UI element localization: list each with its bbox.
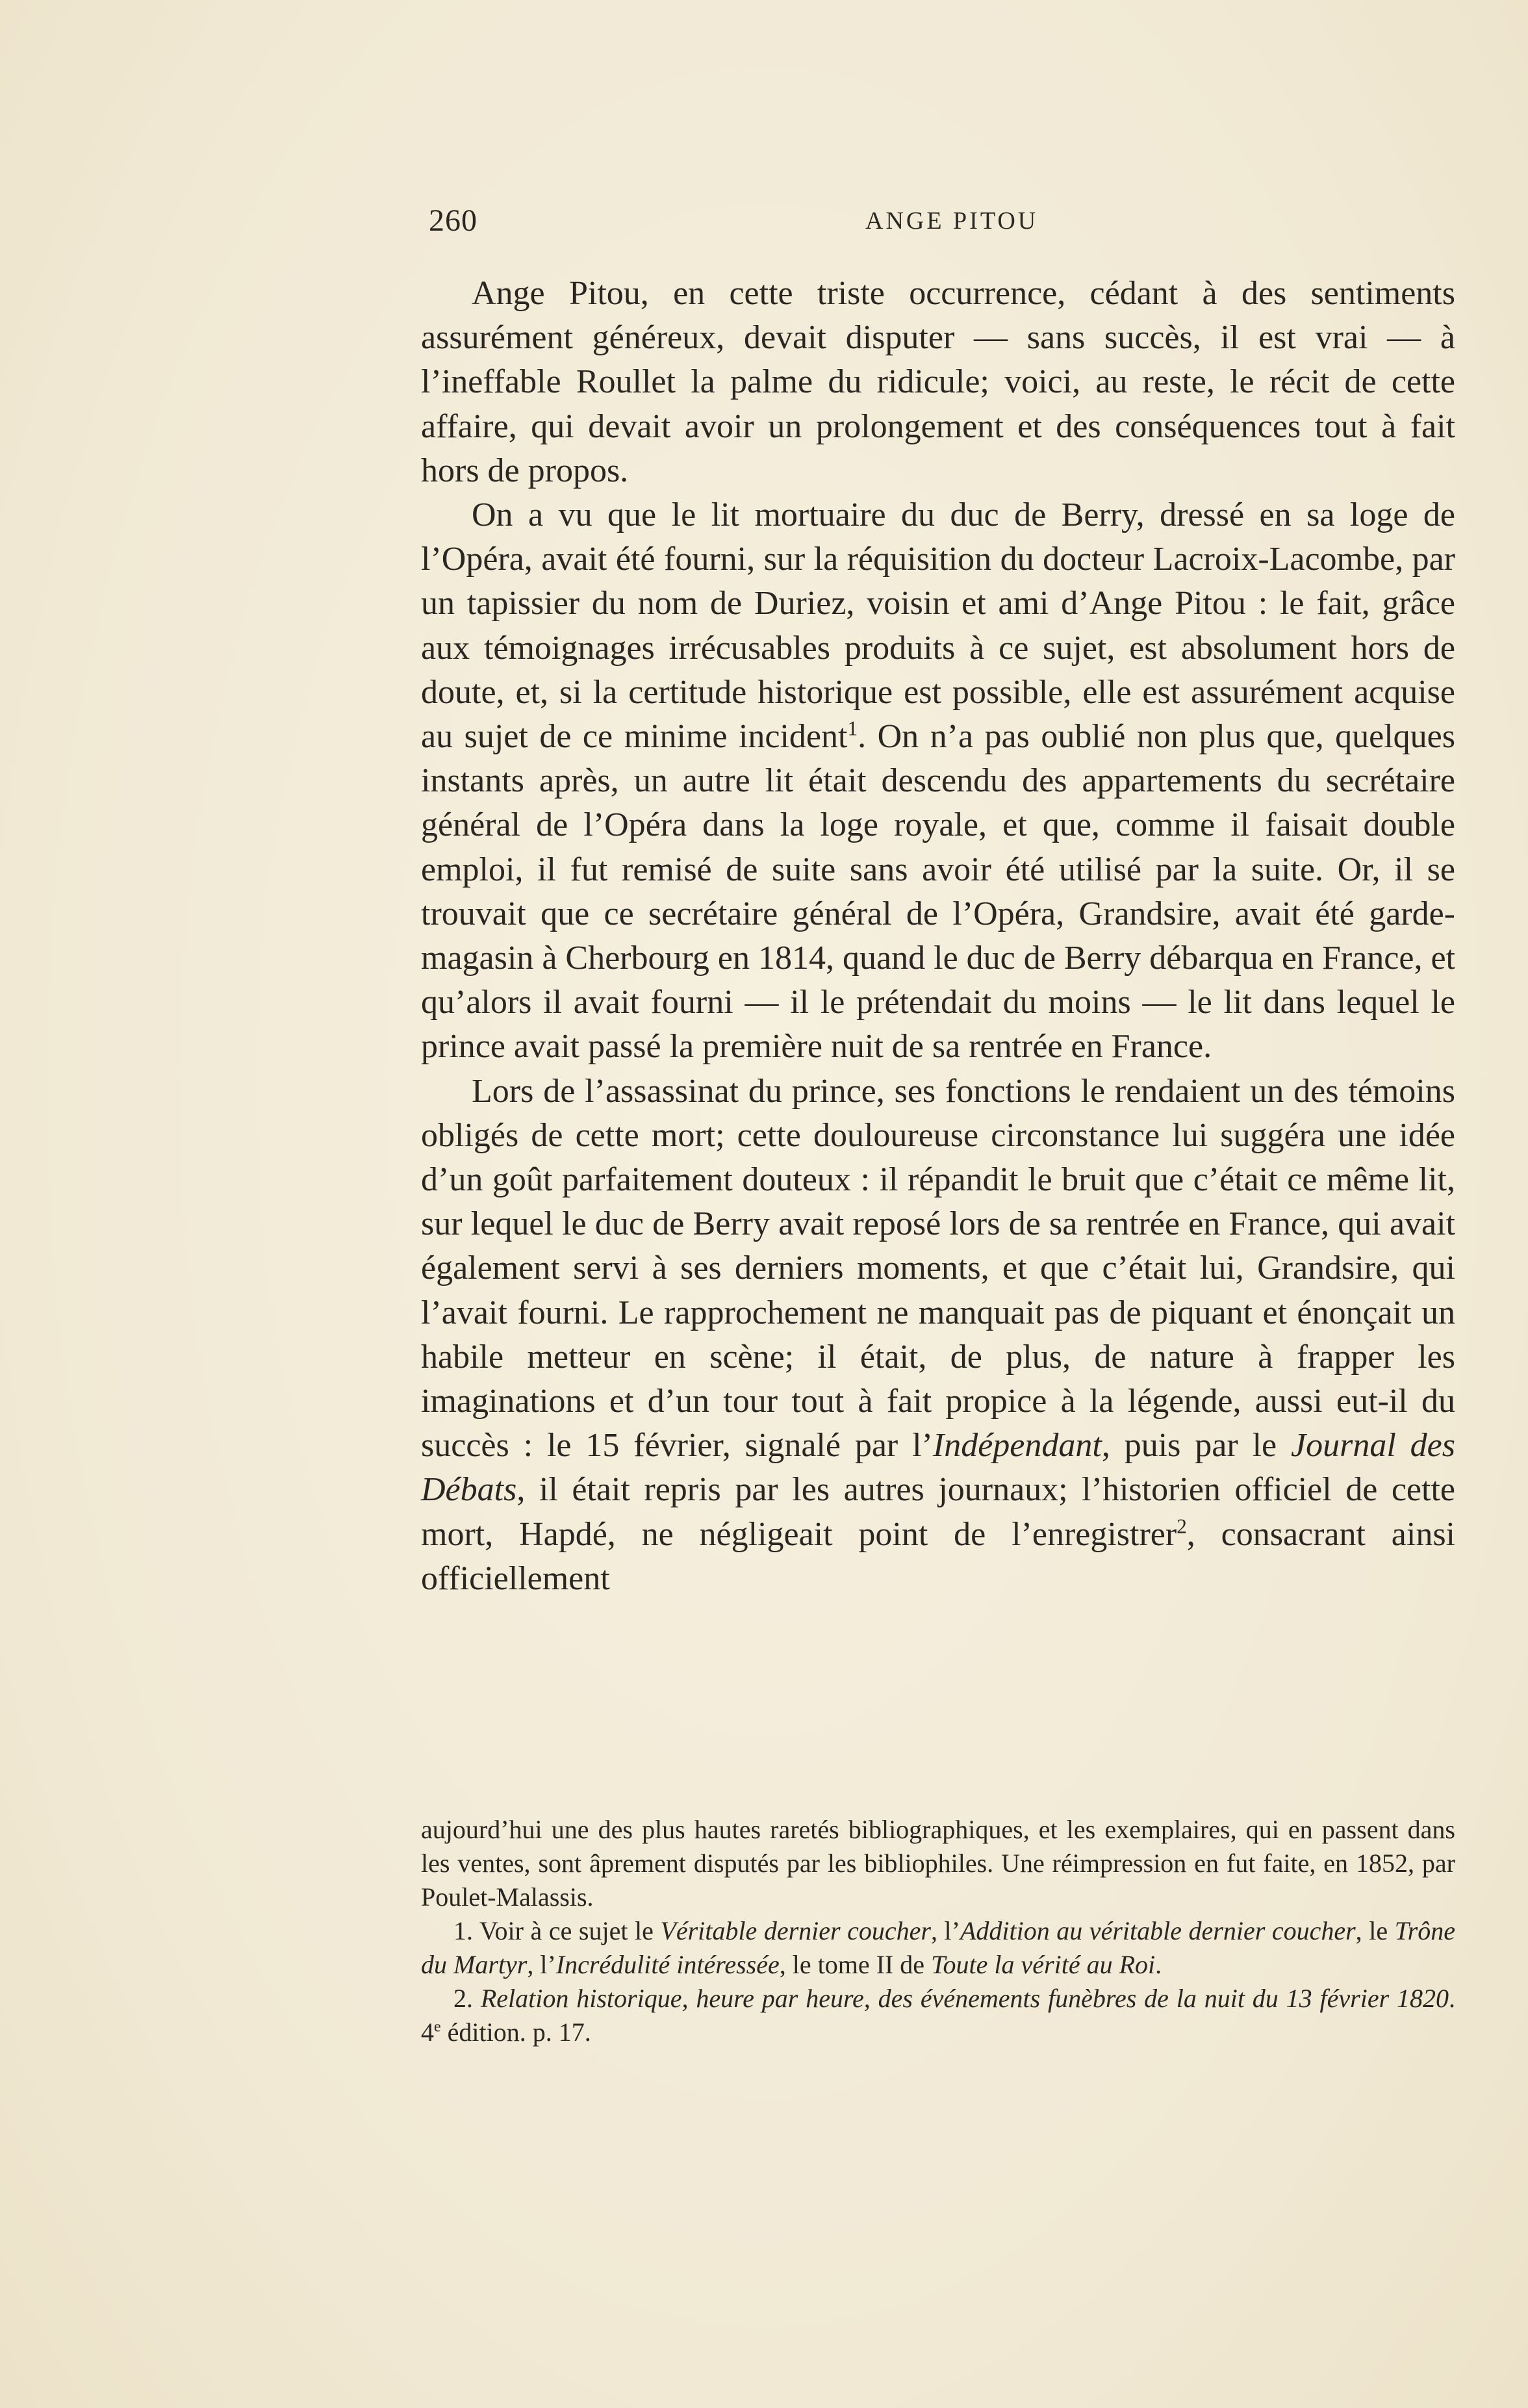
paragraph-2-text-b: . On n’a pas oublié non plus que, quelques instants après, un autre lit était descendu des appartements du secrétaire général de l’Opéra dans la loge royale, et que, comme il faisait double emploi, il fut remisé de suite sans avoir été utilisé par la suite. Or, il se trouvait que ce secrétaire général de l’Opéra, Grandsire, avait été garde-magasin à Cherbourg en 1814, quand le duc de Berry débarqua en France, et qu’alors il avait fourni — il le prétendait du moins — le lit dans lequel le prince avait passé la première nuit de sa rentrée en France. [421,718,1455,1066]
footnote-1-number: 1. [453,1916,473,1945]
paragraph-3-italic-independant: Indépendant [932,1427,1102,1465]
footnote-2-text: . 4 [421,1984,1456,2047]
paragraph-3-text-b: , puis par le [1101,1427,1291,1465]
paragraph-2-text-a: On a vu que le lit mortuaire du duc de Berry, dressé en sa loge de l’Opéra, avait été fourni, sur la réquisition du docteur Lacroix-Lacombe, par un tapissier du nom de Duriez, voisin et ami d’Ange Pitou : le fait, grâce aux témoignages irrécusables produits à ce sujet, est absolument hors de doute, et, si la certitude historique est possible, elle est assurément acquise au sujet de ce minime incident [421,496,1455,756]
paragraph-3-text-c: , il était repris par les autres journaux; l’historien officiel de cette mort, Hapdé, ne négligeait point de l’enregistrer [421,1471,1455,1553]
footnote-ref-1: 1 [847,717,858,740]
paragraph-1-text: Ange Pitou, en cette triste occurrence, cédant à des sentiments assurément généreux, devait disputer — sans succès, il est vrai — à l’ineffable Roullet la palme du ridicule; voici, au reste, le récit de cette affaire, qui devait avoir un prolongement et des conséquences tout à fait hors de propos. [421,275,1455,489]
footnote-2-superscript: e [434,2018,441,2036]
paragraph-3-text-d: , consacrant ainsi officiellement [421,1515,1456,1597]
footnote-1-title-2: Addition au véritable dernier coucher [960,1916,1356,1945]
footnote-ref-2: 2 [1177,1514,1187,1537]
footnote-2 [421,1982,1455,2049]
footnote-2-title: Relation historique, heure par heure, des événements funèbres de la nuit du 13 février 1820 [480,1984,1449,2013]
footnote-1-title-3: Trône du Martyr [421,1916,1455,1979]
running-title: ANGE PITOU [865,207,1039,235]
footnote-1-text: . [1155,1950,1162,1979]
page-header [429,203,1455,242]
footnotes [421,1813,1455,2049]
footnote-2-number: 2. [453,1984,473,2013]
paragraph-3-italic-journal: Journal des Débats [421,1427,1455,1509]
paragraph-3 [421,1070,1455,1601]
footnote-1-title-5: Toute la vérité au Roi [930,1950,1156,1979]
paragraph-2 [421,493,1455,1070]
main-text [421,272,1455,1601]
footnote-2-text: édition. p. 17. [440,2017,591,2047]
footnote-1 [421,1914,1455,1982]
footnote-1-text: Voir à ce sujet le [473,1916,661,1945]
page-number: 260 [429,203,478,238]
footnote-1-text: , l’ [527,1950,556,1979]
footnote-1-title-1: Véritable dernier coucher [660,1916,931,1945]
paragraph-3-text-a: Lors de l’assassinat du prince, ses fonctions le rendaient un des témoins obligés de cette mort; cette douloureuse circonstance lui suggéra une idée d’un goût parfaitement douteux : il répandit le bruit que c’était ce même lit, sur lequel le duc de Berry avait reposé lors de sa rentrée en France, qui avait également servi à ses derniers moments, et que c’était lui, Grandsire, qui l’avait fourni. Le rapprochement ne manquait pas de piquant et énonçait un habile metteur en scène; il était, de plus, de nature à frapper les imaginations et d’un tour tout à fait propice à la légende, aussi eut-il du succès : le 15 février, signalé par l’ [421,1072,1455,1465]
paragraph-1 [421,272,1455,493]
footnote-1-text: , le [1355,1916,1395,1945]
footnote-1-title-4: Incrédulité intéressée [555,1950,780,1979]
footnote-continuation: aujourd’hui une des plus hautes raretés bibliographiques, et les exemplaires, qui en passent dans les ventes, sont âprement disputés par les bibliophiles. Une réimpression en fut faite, en 1852, par Poulet-Malassis. [421,1815,1455,1912]
footnote-1-text: , l’ [930,1916,960,1945]
footnote-1-text: , le tome II de [779,1950,931,1979]
